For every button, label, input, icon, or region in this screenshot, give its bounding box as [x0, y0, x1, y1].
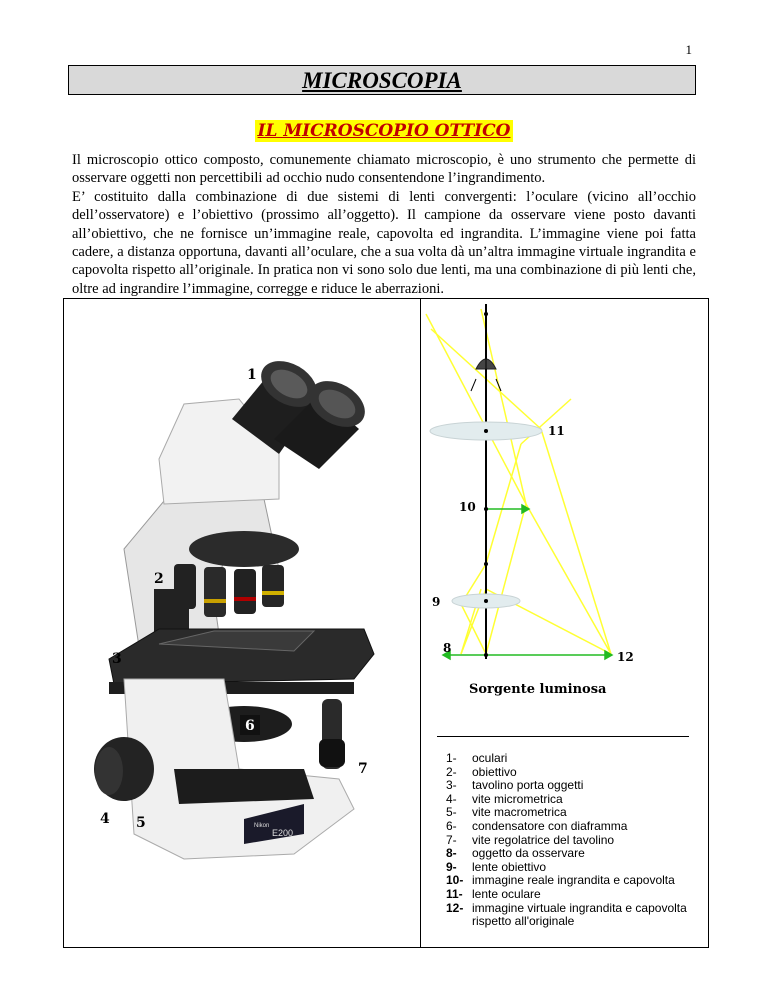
- nosepiece: [189, 531, 299, 567]
- legend-text: vite regolatrice del tavolino: [472, 832, 615, 847]
- diagram-label-9: 9: [432, 595, 441, 609]
- legend-item: [446, 793, 702, 807]
- legend-item: [446, 820, 702, 834]
- intro-text: [72, 151, 696, 298]
- light-source-label: Sorgente luminosa: [469, 682, 607, 697]
- legend-rule: [437, 736, 689, 737]
- legend-number: 5-: [446, 805, 457, 820]
- legend-number: 6-: [446, 818, 457, 833]
- legend-text: immagine virtuale ingrandita e capovolta rispetto all'originale: [472, 900, 687, 929]
- photo-label-2: 2: [154, 571, 164, 587]
- legend-number: 2-: [446, 764, 457, 779]
- legend-item: [446, 766, 702, 780]
- legend-text: vite micrometrica: [472, 791, 563, 806]
- diagram-label-12: 12: [617, 650, 634, 664]
- intro-paragraph-2: E’ costituito dalla combinazione di due sistemi di lenti convergenti: l’oculare (vicino all’occhio dell’osservatore) e l’obiettivo (prossimo all’oggetto). Il campione da osservare viene posto davanti all’obiettivo, che ne fornisce un’immagine reale, capovolta ed ingrandita. L’immagine viene poi fatta cadere, a distanza opportuna, davanti all’oculare, che a sua volta dà un’altra immagine virtuale ingrandita e capovolta rispetto all’originale. In pratica non vi sono solo due lenti, ma una combinazione di più lenti che, oltre ad ingrandire l’immagine, corregge e riduce le aberrazioni.: [72, 188, 696, 297]
- legend-text: immagine reale ingrandita e capovolta: [472, 873, 675, 888]
- legend-list: [446, 752, 702, 929]
- legend-item: [446, 874, 702, 888]
- legend-text: condensatore con diaframma: [472, 818, 628, 833]
- legend-text: obiettivo: [472, 764, 517, 779]
- photo-label-5: 5: [136, 815, 146, 831]
- page-title: MICROSCOPIA: [302, 68, 462, 93]
- section-subtitle: IL MICROSCOPIO OTTICO: [255, 120, 514, 142]
- legend-item: [446, 847, 702, 861]
- photo-label-6: 6: [245, 718, 255, 734]
- diagram-label-10: 10: [459, 500, 476, 514]
- legend-number: 8-: [446, 846, 457, 861]
- legend-item: [446, 902, 702, 929]
- title-banner: [68, 65, 696, 95]
- page-number: 1: [685, 42, 692, 57]
- legend-text: oggetto da osservare: [472, 846, 585, 861]
- microscope-illustration: [64, 299, 420, 947]
- objective-2: [204, 567, 226, 617]
- legend-text: lente oculare: [472, 886, 541, 901]
- legend-item: [446, 779, 702, 793]
- diagram-label-8: 8: [443, 641, 452, 655]
- model-text: E200: [272, 828, 294, 838]
- legend-number: 7-: [446, 832, 457, 847]
- brand-text: Nikon: [254, 823, 270, 829]
- legend-text: lente obiettivo: [472, 859, 547, 874]
- photo-label-7: 7: [358, 761, 368, 777]
- intro-paragraph-1: Il microscopio ottico composto, comunemente chiamato microscopio, è uno strumento che permette di osservare oggetti non percettibili ad occhio nudo consentendone l’ingrandimento.: [72, 152, 696, 187]
- subtitle-wrap: [0, 120, 768, 142]
- legend-item: [446, 806, 702, 820]
- legend-item: [446, 834, 702, 848]
- objective-4: [262, 565, 284, 607]
- legend-text: tavolino porta oggetti: [472, 778, 584, 793]
- legend-item: [446, 752, 702, 766]
- legend-number: 12-: [446, 900, 464, 915]
- legend-number: 3-: [446, 778, 457, 793]
- optical-diagram: [421, 299, 707, 729]
- legend-number: 4-: [446, 791, 457, 806]
- photo-label-3: 3: [112, 651, 122, 667]
- legend-number: 9-: [446, 859, 457, 874]
- focus-knob-fine: [95, 747, 123, 795]
- legend-item: [446, 888, 702, 902]
- legend-text: vite macrometrica: [472, 805, 567, 820]
- legend-number: 10-: [446, 873, 464, 888]
- photo-label-1: 1: [247, 367, 257, 383]
- objective-3: [234, 569, 256, 614]
- legend-number: 1-: [446, 751, 457, 765]
- photo-label-4: 4: [100, 811, 110, 827]
- legend-item: [446, 861, 702, 875]
- legend-text: oculari: [472, 751, 508, 765]
- legend-number: 11-: [446, 886, 463, 901]
- diagram-label-11: 11: [548, 424, 565, 438]
